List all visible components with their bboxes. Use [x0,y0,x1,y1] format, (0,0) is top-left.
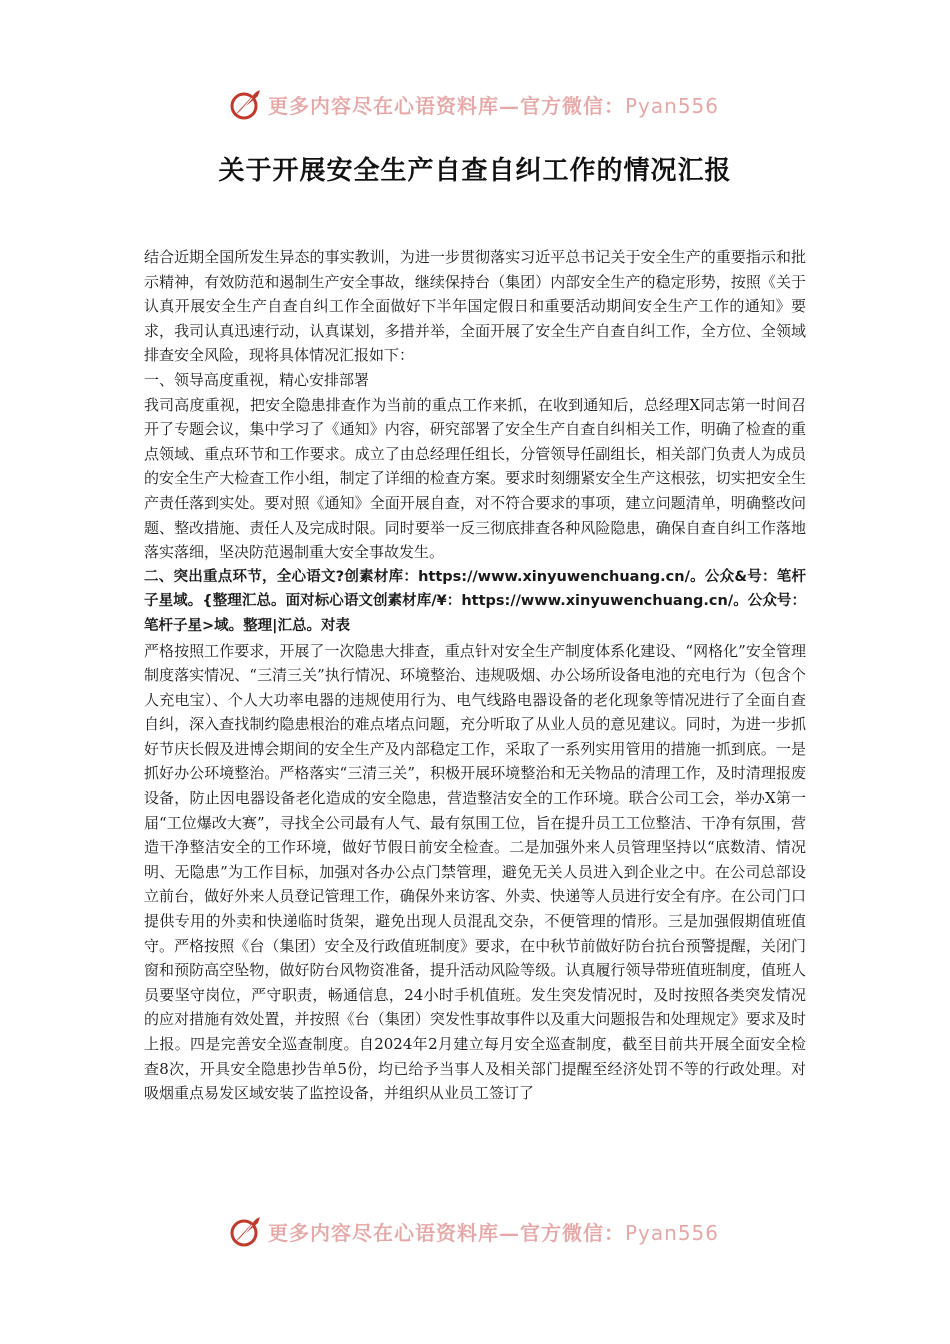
section-2-paragraph: 严格按照工作要求，开展了一次隐患大排查，重点针对安全生产制度体系化建设、“网格化”安全管理制度落实情况、“三清三关”执行情况、环境整治、违规吸烟、办公场所设备电池的充电行为（包含个人充电宝）、个人大功率电器的违规使用行为、电气线路电器设备的老化现象等情况进行了全面自查自纠，深入查找制约隐患根治的难点堵点问题，充分听取了从业人员的意见建议。同时，为进一步抓好节庆长假及进博会期间的安全生产及内部稳定工作，采取了一系列实用管用的措施一抓到底。一是抓好办公环境整治。严格落实“三清三关”，积极开展环境整治和无关物品的清理工作，及时清理报废设备，防止因电器设备老化造成的安全隐患，营造整洁安全的工作环境。联合公司工会，举办X第一届“工位爆改大赛”，寻找全公司最有人气、最有氛围工位，旨在提升员工工位整洁、干净有氛围，营造干净整洁安全的工作环境，做好节假日前安全检查。二是加强外来人员管理坚持以“底数清、情况明、无隐患”为工作目标，加强对各办公点门禁管理，避免无关人员进入到企业之中。在公司总部设立前台，做好外来人员登记管理工作，确保外来访客、外卖、快递等人员进行安全有序。在公司门口提供专用的外卖和快递临时货架，避免出现人员混乱交杂，不便管理的情形。三是加强假期值班值守。严格按照《台（集团）安全及行政值班制度》要求，在中秋节前做好防台抗台预警提醒，关闭门窗和预防高空坠物，做好防台风物资准备，提升活动风险等级。认真履行领导带班值班制度，值班人员要坚守岗位，严守职责，畅通信息，24小时手机值班。发生突发情况时，及时按照各类突发情况的应对措施有效处置，并按照《台（集团）突发性事故事件以及重大问题报告和处理规定》要求及时上报。四是完善安全巡查制度。自2024年2月建立每月安全巡查制度，截至目前共开展全面安全检查8次，开具安全隐患抄告单5份，均已给予当事人及相关部门提醒至经济处罚不等的行政处理。对吸烟重点易发区域安装了监控设备，并组织从业员工签订了 [144,641,806,1103]
section-heading-2: 二、突出重点环节，全心语文?创素材库：https://www.xinyuwenchuang.cn/。公众&号：笔杆子星域。{整理汇总。面对标心语文创素材库/¥：https://www.xinyuwenchuang.cn/。公众号：笔杆子星>域。整理|汇总。对表 [144,568,806,634]
document-title: 关于开展安全生产自查自纠工作的情况汇报 [218,156,732,186]
wechat-id: Pyan556 [625,1220,720,1245]
section-heading-1: 一、领导高度重视，精心安排部署 [144,370,370,389]
watermark-banner-top [228,84,728,124]
banner-text: 更多内容尽在心语资料库—官方微信：Pyan556 [268,93,720,118]
document-body [144,245,806,1106]
quill-logo-icon [228,1213,264,1249]
banner-text: 更多内容尽在心语资料库—官方微信：Pyan556 [268,1220,720,1245]
quill-logo-icon [228,86,264,122]
wechat-id: Pyan556 [625,93,720,118]
watermark-banner-bottom [228,1211,728,1251]
intro-paragraph: 结合近期全国所发生异态的事实教训，为进一步贯彻落实习近平总书记关于安全生产的重要指示和批示精神，有效防范和遏制生产安全事故，继续保持台（集团）内部安全生产的稳定形势，按照《关于认真开展安全生产自查自纠工作全面做好下半年国定假日和重要活动期间安全生产工作的通知》要求，我司认真迅速行动，认真谋划，多措并举，全面开展了安全生产自查自纠工作，全方位、全领域排查安全风险，现将具体情况汇报如下： [144,248,806,365]
section-1-paragraph: 我司高度重视，把安全隐患排查作为当前的重点工作来抓，在收到通知后，总经理X同志第一时间召开了专题会议，集中学习了《通知》内容，研究部署了安全生产自查自纠相关工作，明确了检查的重点领域、重点环节和工作要求。成立了由总经理任组长，分管领导任副组长，相关部门负责人为成员的安全生产大检查工作小组，制定了详细的检查方案。要求时刻绷紧安全生产这根弦，切实把安全生产责任落到实处。要对照《通知》全面开展自查，对不符合要求的事项，建立问题清单，明确整改问题、整改措施、责任人及完成时限。同时要举一反三彻底排查各种风险隐患，确保自查自纠工作落地落实落细，坚决防范遏制重大安全事故发生。 [144,395,806,562]
